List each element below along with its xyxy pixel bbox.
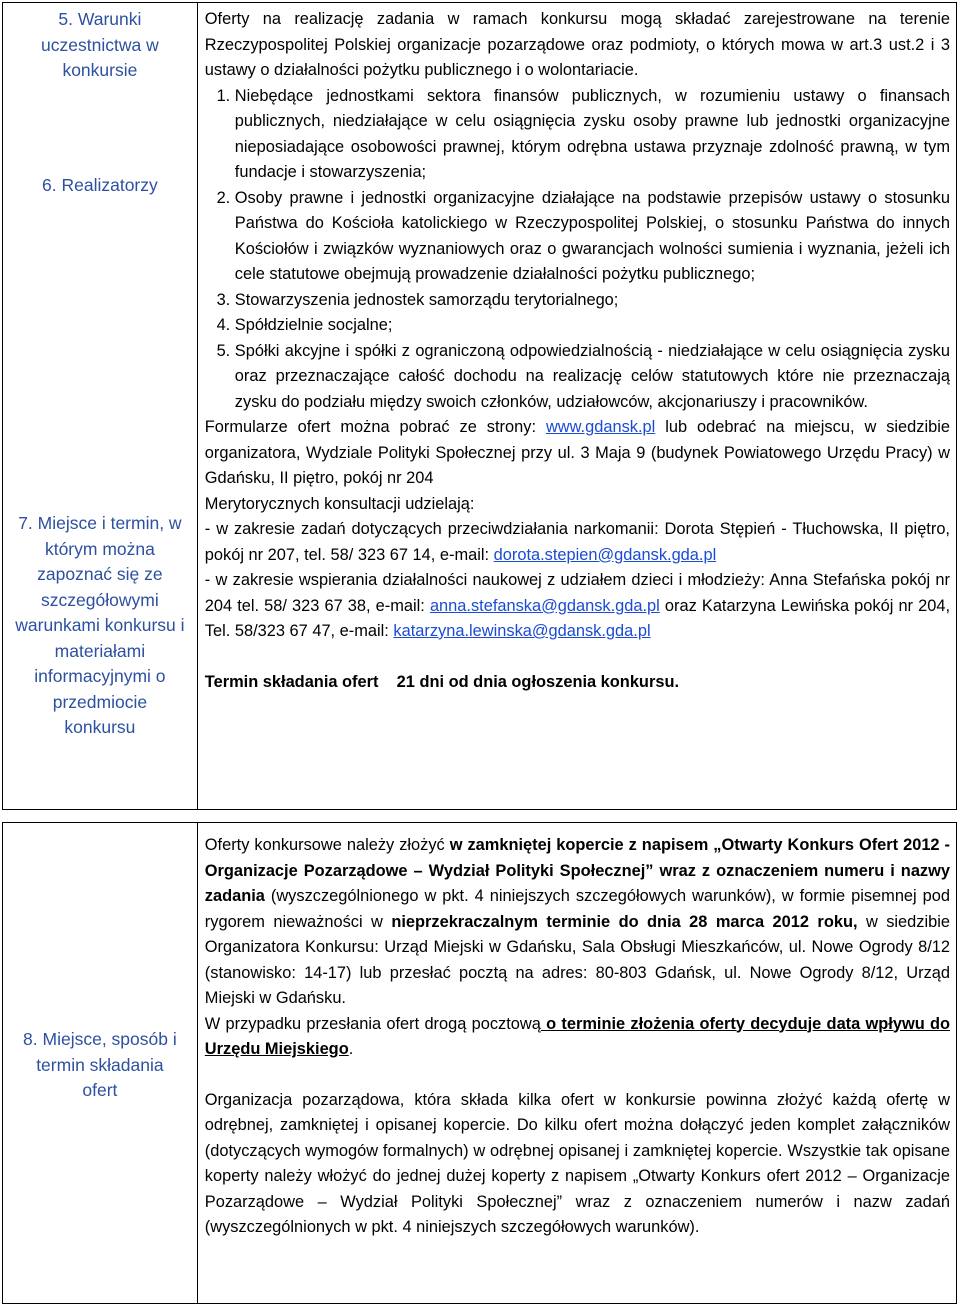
section-5-7 [2, 2, 957, 810]
email-link-anna[interactable]: anna.stefanska@gdansk.gda.pl [429, 596, 660, 615]
label-section-8: 8. Miejsce, sposób i termin składania ofert [23, 1029, 177, 1100]
label-section-7: 7. Miejsce i termin, w którym można zapoznać się ze szczegółowymi warunkami konkursu i materiałami informacyjnymi o przedmiocie konkursu [15, 513, 185, 737]
section-8-p2: W przypadku przesłania ofert drogą pocztową o terminie złożenia oferty decyduje data wpływu do Urzędu Miejskiego. [204, 1014, 950, 1058]
section-8-p3: Organizacja pozarządowa, która składa kilka ofert w konkursie powinna złożyć każdą ofertę w odrębnej, zamkniętej i opisanej kopercie. Do kilku ofert można dołączyć jeden komplet załączników (dotyczących wymogów formalnych) w odrębnej opisanej i zamkniętej kopercie. Wszystkie tak opisane koperty należy włożyć do jednej dużej koperty z napisem „Otwarty Konkurs ofert 2012 – Organizacje Pozarządowe – Wydział Polityki Społecznej” wraz z oznaczeniem numerów i nazw zadań (wyszczególnionych w pkt. 4 niniejszych szczegółowych warunków). [204, 1090, 950, 1236]
email-link-katarzyna[interactable]: katarzyna.lewinska@gdansk.gda.pl [393, 622, 651, 640]
consultation-heading: Merytorycznych konsultacji udzielają: [204, 494, 475, 513]
email-link-dorota[interactable]: dorota.stepien@gdansk.gda.pl [493, 545, 717, 564]
list-item: 1. Niebędące jednostkami sektora finansów publicznych, w rozumieniu ustawy o finansach publicznych, niedziałające w celu osiągnięcia zysku osoby prawne lub jednostki organizacyjne nieposiadające osobowości prawnej, którym odrębna ustawa przyznaje zdolność prawną, w tym fundacje i stowarzyszenia; [235, 84, 950, 186]
consultation-science: - w zakresie wspierania działalności naukowej z udziałem dzieci i młodzieży: Anna Stefańska pokój nr 204 tel. 58/ 323 67 38, e-mail: anna.stefanska@gdansk.gda.pl oraz Katarzyna Lewińska pokój nr 204, Tel. 58/323 67 47, e-mail: katarzyna.lewinska@gdansk.gda.pl [204, 571, 951, 640]
content-column [198, 823, 956, 1303]
label-section-6: 6. Realizatorzy [42, 175, 158, 195]
label-column [3, 823, 198, 1303]
list-item: 3. Stowarzyszenia jednostek samorządu terytorialnego; [235, 288, 950, 314]
realizatorzy-list [205, 84, 950, 416]
gdansk-website-link[interactable]: www.gdansk.pl [545, 418, 656, 436]
document-page [2, 2, 957, 1304]
consultation-narkomania: - w zakresie zadań dotyczących przeciwdziałania narkomanii: Dorota Stępień - Tłuchowska, II piętro, pokój nr 207, tel. 58/ 323 67 14, e-mail: dorota.stepien@gdansk.gda.pl [204, 520, 950, 564]
content-column [198, 3, 956, 809]
deadline-text: Termin składania ofert 21 dni od dnia ogłoszenia konkursu. [204, 672, 680, 691]
list-item: 2. Osoby prawne i jednostki organizacyjne działające na podstawie przepisów ustawy o stosunku Państwa do Kościoła katolickiego w Rzeczypospolitej Polskiej, o stosunku Państwa do innych Kościołów i związków wyznaniowych oraz o gwarancjach wolności sumienia i wyznania, jeżeli ich cele statutowe obejmują prowadzenie działalności pożytku publicznego; [235, 186, 950, 288]
section-8 [2, 822, 957, 1304]
section-5-intro: Oferty na realizację zadania w ramach konkursu mogą składać zarejestrowane na terenie Rzeczypospolitej Polskiej organizacje pozarządowe oraz podmioty, o których mowa w art.3 ust.2 i 3 ustawy o działalności pożytku publicznego i o wolontariacie. [204, 10, 950, 79]
label-section-5: 5. Warunki uczestnictwa w konkursie [41, 9, 159, 80]
list-item: 4. Spółdzielnie socjalne; [235, 313, 950, 339]
section-8-p1: Oferty konkursowe należy złożyć w zamkniętej kopercie z napisem „Otwarty Konkurs Ofert 2012 - Organizacje Pozarządowe – Wydział Polityki Społecznej” wraz z oznaczeniem numeru i nazwy zadania (wyszczególnionego w pkt. 4 niniejszych szczegółowych warunków), w formie pisemnej pod rygorem nieważności w nieprzekraczalnym terminie do dnia 28 marca 2012 roku, w siedzibie Organizatora Konkursu: Urząd Miejski w Gdańsku, Sala Obsługi Mieszkańców, ul. Nowe Ogrody 8/12 (stanowisko: 14-17) lub przesłać pocztą na adres: 80-803 Gdańsk, ul. Nowe Ogrody 8/12, Urząd Miejski w Gdańsku. [204, 836, 950, 1007]
list-item: 5. Spółki akcyjne i spółki z ograniczoną odpowiedzialnością - niedziałające w celu osiągnięcia zysku oraz przeznaczające całość dochodu na realizację celów statutowych które nie przeznaczają zysku do podziału między swoich członków, udziałowców, akcjonariuszy i pracowników. [235, 339, 950, 416]
forms-info: Formularze ofert można pobrać ze strony: www.gdansk.pl lub odebrać na miejscu, w siedzibie organizatora, Wydziale Polityki Społecznej przy ul. 3 Maja 9 (budynek Powiatowego Urzędu Pracy) w Gdańsku, II piętro, pokój nr 204 [204, 418, 950, 487]
label-column [3, 3, 198, 809]
